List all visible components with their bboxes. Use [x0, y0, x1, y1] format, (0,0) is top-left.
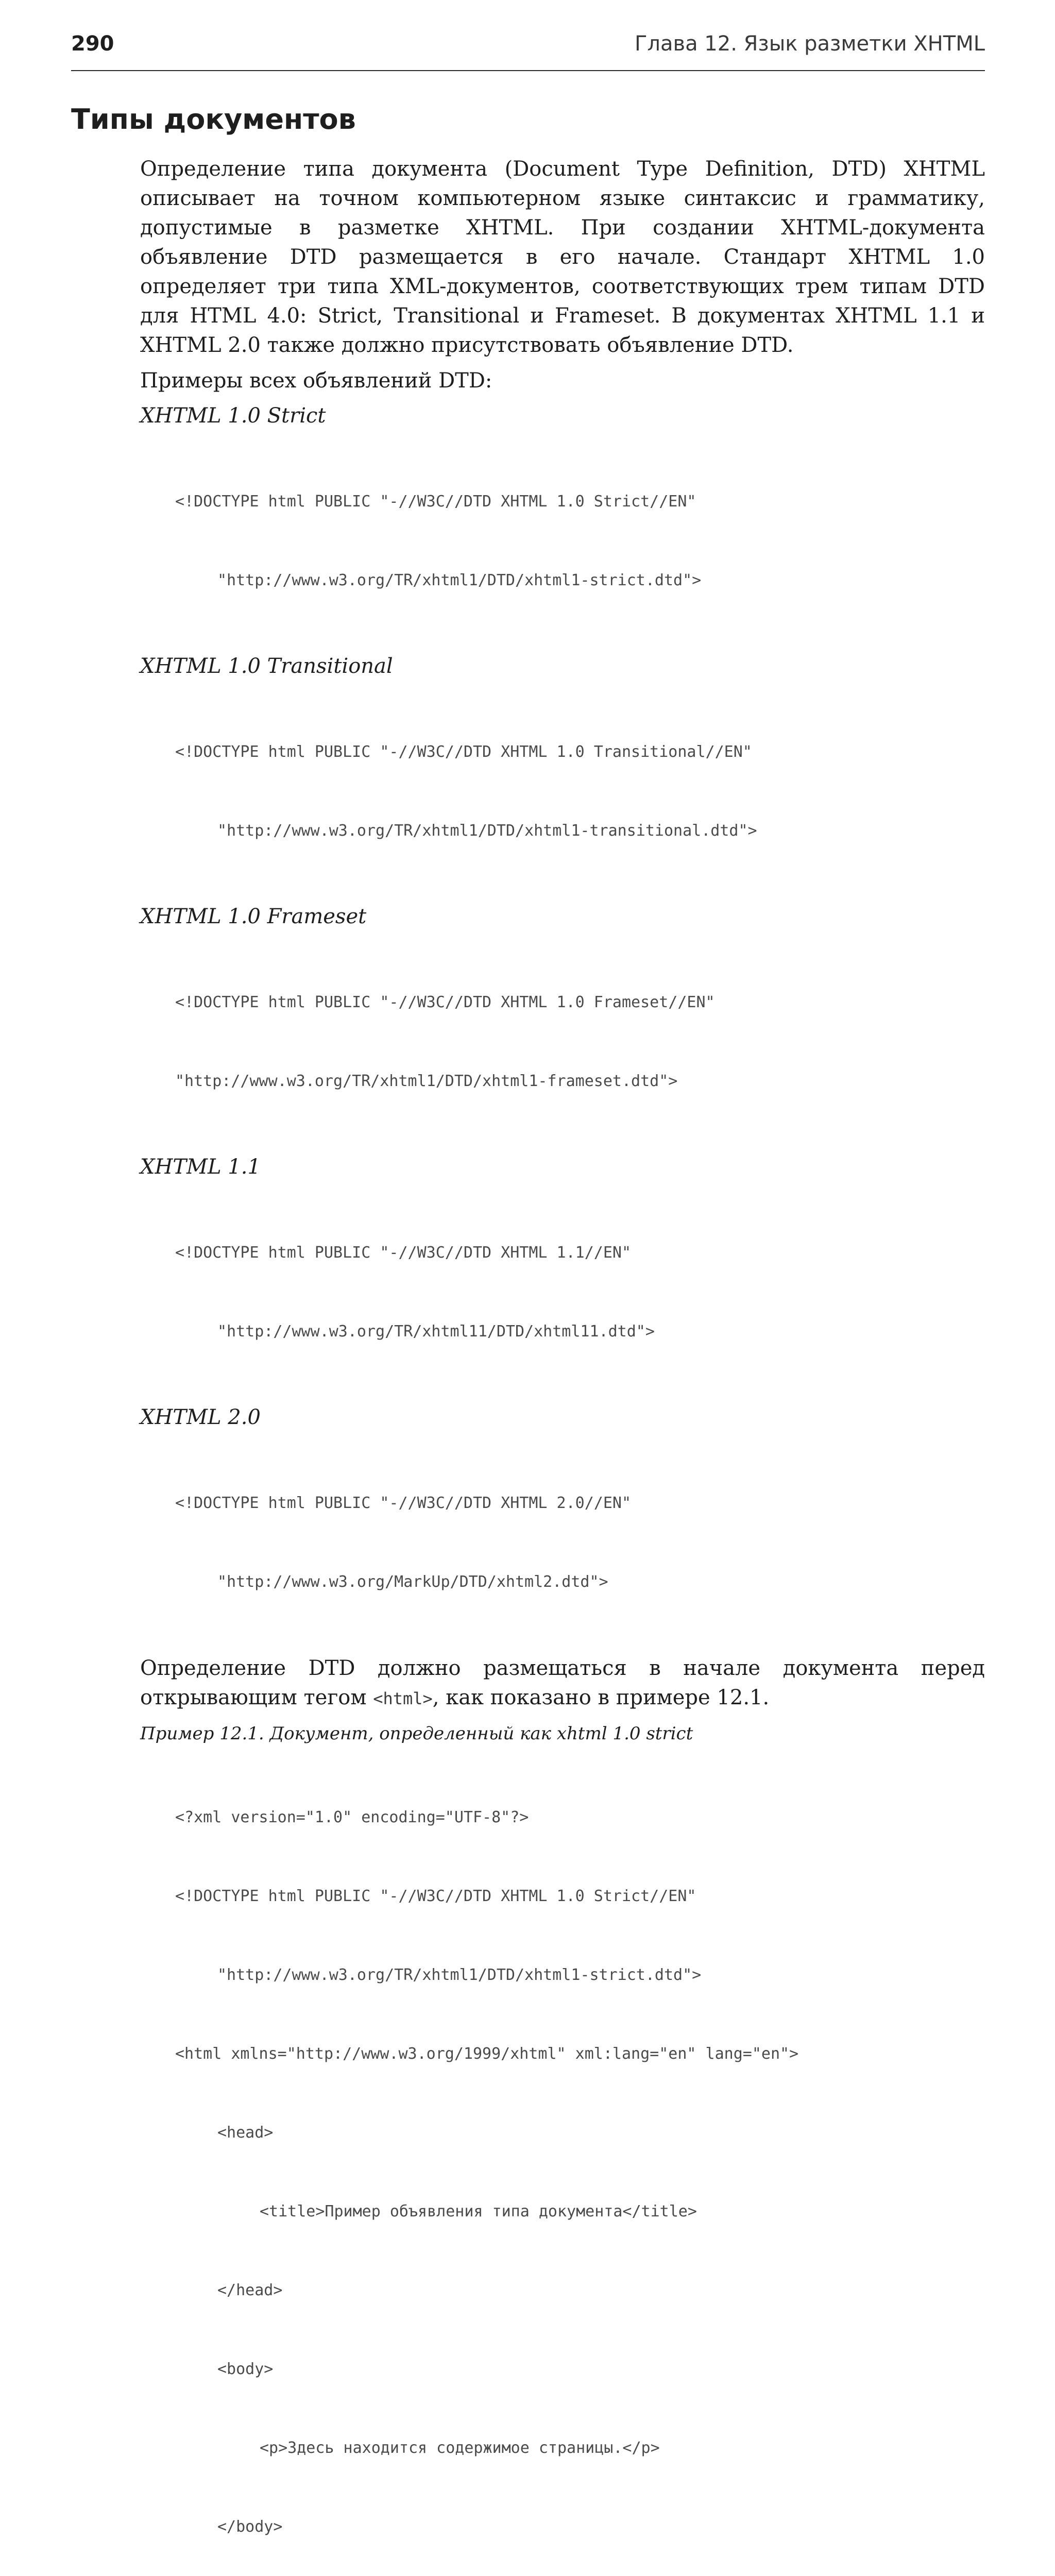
doctype-code-xhtml11	[175, 1187, 985, 1397]
code-line: </head>	[217, 2281, 283, 2299]
code-line: </body>	[217, 2518, 283, 2536]
code-line: <!DOCTYPE html PUBLIC "-//W3C//DTD XHTML 2.0//EN"	[175, 1494, 632, 1512]
running-head: Глава 12. Язык разметки XHTML	[635, 32, 985, 56]
doctype-heading-xhtml11: XHTML 1.1	[140, 1155, 261, 1179]
code-line: <title>Пример объявления типа документа</title>	[260, 2202, 697, 2221]
section-title: Типы документов	[71, 103, 356, 135]
code-line: "http://www.w3.org/TR/xhtml1/DTD/xhtml1-frameset.dtd">	[175, 1072, 678, 1090]
placement-text-after: , как показано в примере 12.1.	[432, 1686, 770, 1709]
code-line: <body>	[217, 2360, 274, 2378]
code-line: <!DOCTYPE html PUBLIC "-//W3C//DTD XHTML 1.0 Transitional//EN"	[175, 743, 752, 761]
code-line: <head>	[217, 2124, 274, 2142]
placement-text-before: Определение DTD должно размещаться в начале документа перед открывающим тегом	[140, 1656, 985, 1709]
code-line: <!DOCTYPE html PUBLIC "-//W3C//DTD XHTML 1.1//EN"	[175, 1244, 632, 1262]
page-number: 290	[71, 32, 114, 56]
doctype-heading-frameset: XHTML 1.0 Frameset	[140, 905, 367, 928]
code-line: <p>Здесь находится содержимое страницы.</p>	[260, 2439, 660, 2457]
example-code-listing	[175, 1752, 985, 2576]
doctype-heading-xhtml20: XHTML 2.0	[140, 1405, 261, 1429]
doctype-code-xhtml20	[175, 1437, 985, 1648]
header-rule	[71, 70, 985, 71]
code-line: <!DOCTYPE html PUBLIC "-//W3C//DTD XHTML 1.0 Frameset//EN"	[175, 993, 715, 1011]
code-line: "http://www.w3.org/TR/xhtml11/DTD/xhtml11.dtd">	[217, 1323, 655, 1341]
code-line: <!DOCTYPE html PUBLIC "-//W3C//DTD XHTML 1.0 Strict//EN"	[175, 1887, 696, 1905]
code-line: "http://www.w3.org/MarkUp/DTD/xhtml2.dtd">	[217, 1573, 608, 1591]
inline-code-html-tag: <html>	[373, 1689, 433, 1708]
code-line: "http://www.w3.org/TR/xhtml1/DTD/xhtml1-strict.dtd">	[217, 1966, 702, 1984]
example-caption: Пример 12.1. Документ, определенный как xhtml 1.0 strict	[140, 1723, 693, 1744]
page-body	[140, 155, 985, 2576]
doctype-heading-strict: XHTML 1.0 Strict	[140, 404, 326, 428]
intro-paragraph: Определение типа документа (Document Type Definition, DTD) XHTML описывает на точном компьютерном языке синтаксис и грамматику, допустимые в разметке XHTML. При создании XHTML-документа объявление DTD размещается в его начале. Стандарт XHTML 1.0 определяет три типа XML-документов, соответствующих трем типам DTD для HTML 4.0: Strict, Transitional и Frameset. В документах XHTML 1.1 и XHTML 2.0 также должно присутствовать объявление DTD.	[140, 157, 985, 357]
doctype-code-frameset	[175, 937, 985, 1147]
code-line: <?xml version="1.0" encoding="UTF-8"?>	[175, 1808, 529, 1826]
placement-paragraph	[140, 1654, 985, 1714]
code-line: "http://www.w3.org/TR/xhtml1/DTD/xhtml1-transitional.dtd">	[217, 822, 757, 840]
code-line: "http://www.w3.org/TR/xhtml1/DTD/xhtml1-strict.dtd">	[217, 571, 702, 589]
code-line: <html xmlns="http://www.w3.org/1999/xhtml" xml:lang="en" lang="en">	[175, 2045, 799, 2063]
doctype-code-transitional	[175, 686, 985, 896]
code-line: <!DOCTYPE html PUBLIC "-//W3C//DTD XHTML 1.0 Strict//EN"	[175, 493, 696, 511]
doctype-code-strict	[175, 436, 985, 646]
page-header	[71, 30, 985, 61]
examples-intro: Примеры всех объявлений DTD:	[140, 369, 492, 393]
doctype-heading-transitional: XHTML 1.0 Transitional	[140, 654, 393, 678]
